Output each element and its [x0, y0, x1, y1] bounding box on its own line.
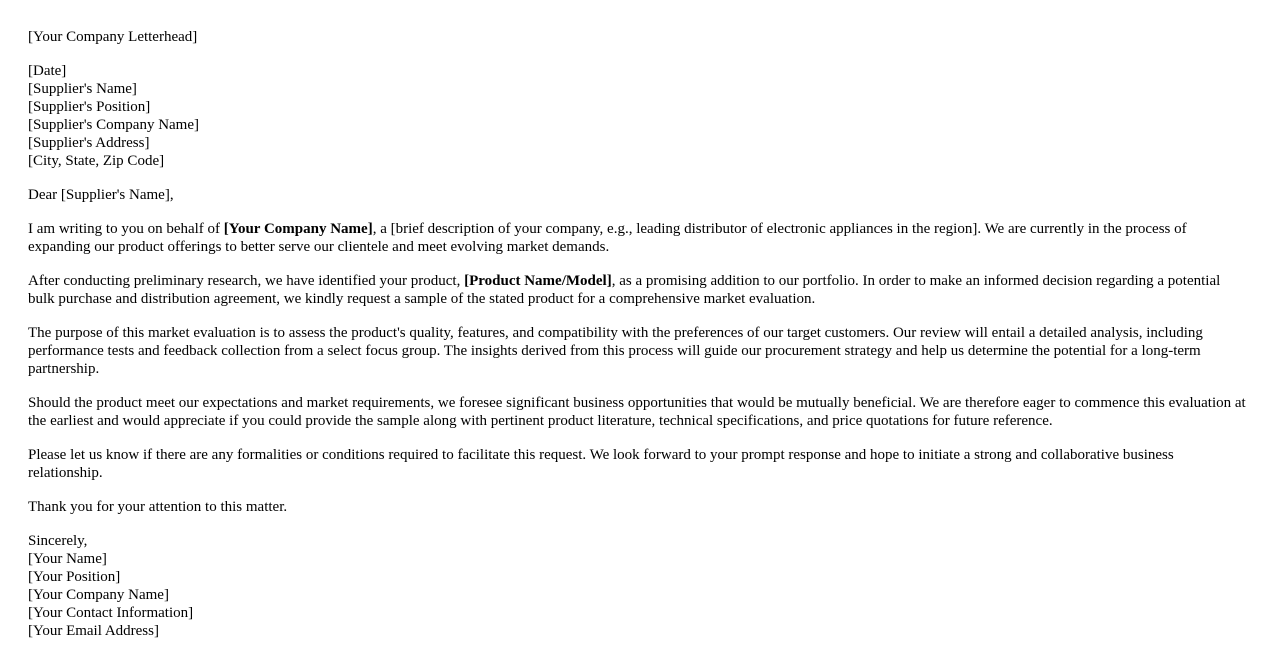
closing-line: Sincerely,	[28, 533, 88, 549]
your-position-line: [Your Position]	[28, 569, 121, 585]
your-email-line: [Your Email Address]	[28, 623, 159, 639]
recipient-block	[28, 62, 1250, 170]
paragraph-request-end: , as a promising addition to our portfolio. In order to make an informed decision regarding a potential bulk purchase and distribution agreement, we kindly request a sample of the stated product for a comprehensive market evaluation.	[28, 273, 1221, 307]
signature-block	[28, 532, 1250, 640]
city-state-zip-line: [City, State, Zip Code]	[28, 153, 165, 169]
supplier-company-line: [Supplier's Company Name]	[28, 117, 200, 133]
letterhead-text: [Your Company Letterhead]	[28, 29, 198, 45]
your-name-line: [Your Name]	[28, 551, 107, 567]
paragraph-introduction-end: , a [brief description of your company, e.g., leading distributor of electronic appliances in the region]. We are currently in the process of expanding our product offerings to better serve our clientele and meet evolving market demands.	[28, 221, 1187, 255]
your-contact-line: [Your Contact Information]	[28, 605, 194, 621]
paragraph-formalities: Please let us know if there are any formalities or conditions required to facilitate this request. We look forward to your prompt response and hope to initiate a strong and collaborative business relationship.	[28, 447, 1174, 481]
your-company-line: [Your Company Name]	[28, 587, 169, 603]
supplier-position-line: [Supplier's Position]	[28, 99, 151, 115]
date-line: [Date]	[28, 63, 67, 79]
paragraph-request	[28, 272, 1250, 308]
supplier-name-line: [Supplier's Name]	[28, 81, 137, 97]
paragraph-opportunities: Should the product meet our expectations and market requirements, we foresee significant business opportunities that would be mutually beneficial. We are therefore eager to commence this evaluation at the earliest and would appreciate if you could provide the sample along with pertinent product literature, technical specifications, and price quotations for future reference.	[28, 395, 1246, 429]
paragraph-introduction	[28, 220, 1250, 256]
paragraph-request-start: After conducting preliminary research, we have identified your product,	[28, 273, 465, 289]
letter-document	[28, 28, 1250, 640]
salutation: Dear [Supplier's Name],	[28, 187, 174, 203]
product-name-placeholder: [Product Name/Model]	[464, 273, 612, 289]
supplier-address-line: [Supplier's Address]	[28, 135, 150, 151]
paragraph-purpose: The purpose of this market evaluation is to assess the product's quality, features, and compatibility with the preferences of our target customers. Our review will entail a detailed analysis, including performance tests and feedback collection from a select focus group. The insights derived from this process will guide our procurement strategy and help us determine the potential for a long-term partnership.	[28, 325, 1203, 377]
company-name-placeholder: [Your Company Name]	[223, 221, 373, 237]
paragraph-thanks: Thank you for your attention to this matter.	[28, 499, 288, 515]
paragraph-introduction-start: I am writing to you on behalf of	[28, 221, 224, 237]
letterhead	[28, 28, 1250, 46]
